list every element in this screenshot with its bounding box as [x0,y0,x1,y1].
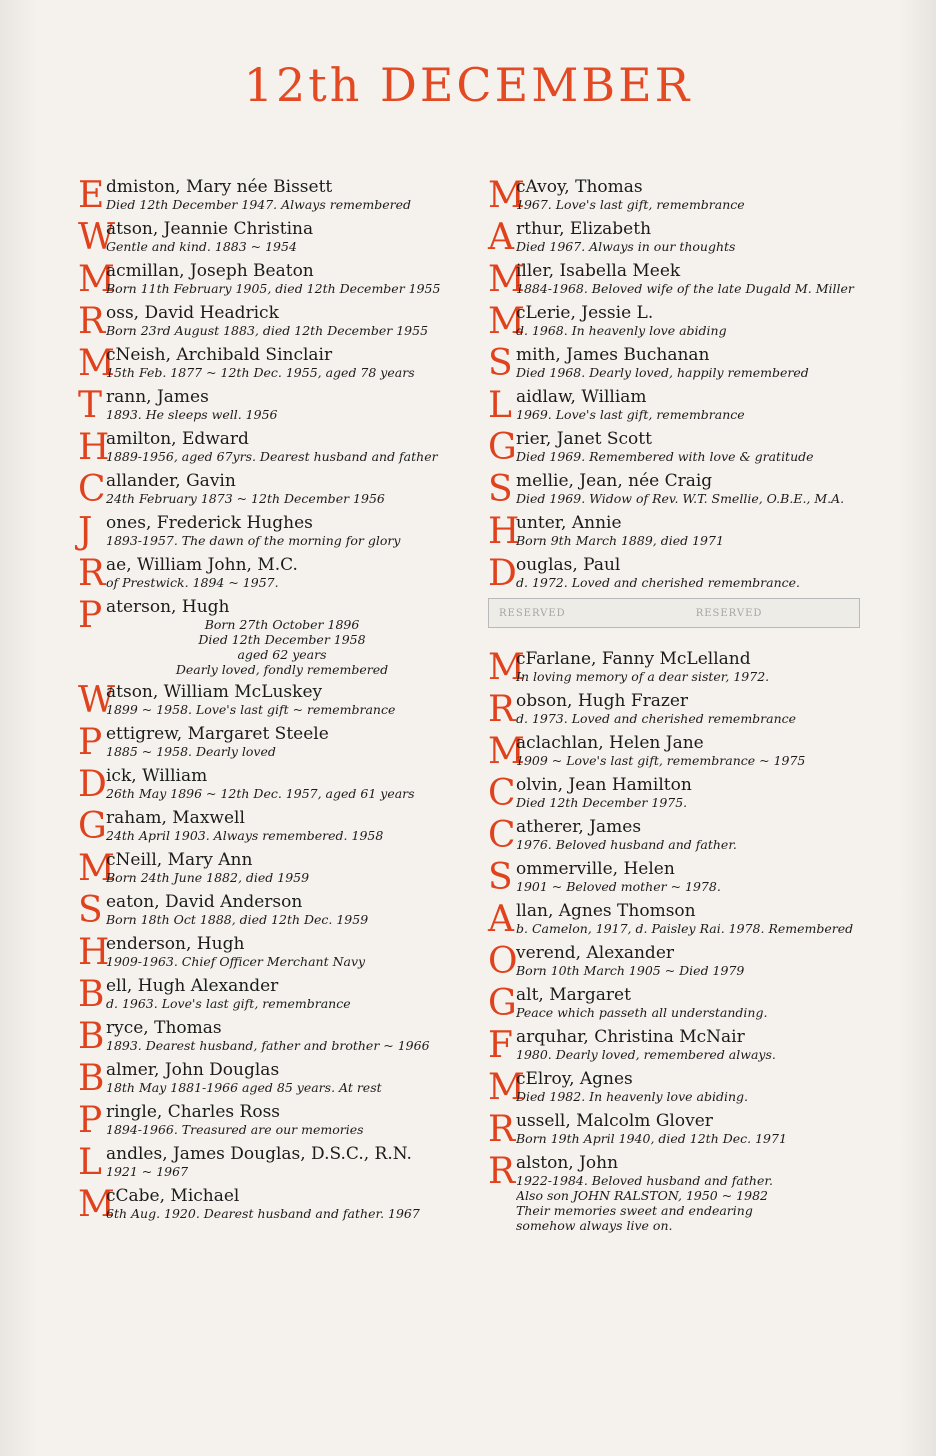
memorial-entry [488,1067,860,1108]
entry-body [106,725,458,759]
entry-name: cElroy, Agnes [516,1070,633,1089]
entry-line: 1921 ~ 1967 [106,1164,189,1179]
entry-body [516,650,860,684]
entry-initial: C [78,469,106,510]
entry-body [106,346,458,380]
entry-name: aterson, Hugh [106,598,230,617]
entry-name: alston, John [516,1154,619,1173]
memorial-entry [488,941,860,982]
entry-body [106,472,458,506]
entry-name: acmillan, Joseph Beaton [106,262,314,281]
entry-name: mith, James Buchanan [516,346,710,365]
entry-initial: W [78,680,116,721]
memorial-entry [78,385,458,426]
entry-body [106,556,458,590]
memorial-entry [78,1142,458,1183]
entry-name: almer, John Douglas [106,1061,280,1080]
entry-body [516,514,860,548]
entry-line: Died 12th December 1975. [516,795,688,810]
entry-line: 1893. Dearest husband, father and brother ~ 1966 [106,1038,430,1053]
entry-name: oss, David Headrick [106,304,279,323]
entry-initial: S [488,469,513,510]
memorial-entry [488,1025,860,1066]
memorial-entry [488,689,860,730]
entry-name: enderson, Hugh [106,935,245,954]
entry-initial: C [488,815,516,856]
entry-line: Born 24th June 1882, died 1959 [106,870,310,885]
entry-line: 1976. Beloved husband and father. [516,837,737,852]
entry-initial: M [488,259,525,300]
entry-initial: M [78,343,115,384]
entry-line: Died 1982. In heavenly love abiding. [516,1089,748,1104]
entry-line: Born 27th October 1896 [204,617,360,632]
memorial-entry [78,848,458,889]
memorial-entry [488,217,860,258]
entry-name: olvin, Jean Hamilton [516,776,692,795]
memorial-entry [78,343,458,384]
entry-body [516,1112,860,1146]
memorial-entry [78,175,458,216]
reserved-label: RESERVED [499,607,566,619]
right-column [488,175,860,1239]
entry-body [106,388,458,422]
entry-body [516,388,860,422]
entry-body [516,262,860,296]
entry-initial: G [488,427,517,468]
entry-line: Their memories sweet and endearing [516,1203,753,1218]
entry-line: Dearly loved, fondly remembered [175,662,389,677]
entry-initial: G [488,983,517,1024]
entry-initial: M [78,259,115,300]
memorial-entry [488,553,860,594]
memorial-entry [488,469,860,510]
entry-name: amilton, Edward [106,430,249,449]
entry-name: rthur, Elizabeth [516,220,652,239]
entry-name: cCabe, Michael [106,1187,240,1206]
entry-body [516,776,860,810]
entry-name: raham, Maxwell [106,809,245,828]
entry-line: 15th Feb. 1877 ~ 12th Dec. 1955, aged 78 years [106,365,415,380]
entry-name: atson, Jeannie Christina [106,220,314,239]
entry-name: cNeill, Mary Ann [106,851,253,870]
entry-body [106,1187,458,1221]
memorial-entry [488,385,860,426]
entry-name: cFarlane, Fanny McLelland [516,650,751,669]
entry-name: ommerville, Helen [516,860,675,879]
entry-name: ones, Frederick Hughes [106,514,313,533]
entry-body [516,902,860,936]
entry-initial: F [488,1025,513,1066]
entry-line: Born 9th March 1889, died 1971 [516,533,724,548]
entry-name: iller, Isabella Meek [516,262,681,281]
entry-body [516,220,860,254]
entry-line: d. 1963. Love's last gift, remembrance [106,996,351,1011]
entry-name: cNeish, Archibald Sinclair [106,346,333,365]
memorial-entry [78,427,458,468]
entry-name: rier, Janet Scott [516,430,652,449]
entry-initial: M [78,848,115,889]
entry-initial: T [78,385,103,426]
entry-initial: D [488,553,517,594]
entry-name: dmiston, Mary née Bissett [106,178,333,197]
memorial-entry [488,175,860,216]
entry-body [106,809,458,843]
entry-line: 18th May 1881-1966 aged 85 years. At rest [106,1080,382,1095]
entry-line: 1889-1956, aged 67yrs. Dearest husband and father [106,449,438,464]
memorial-entry [78,974,458,1015]
entry-initial: C [488,773,516,814]
entry-line: Died 1967. Always in our thoughts [516,239,736,254]
entry-body [106,304,458,338]
entry-name: alt, Margaret [516,986,631,1005]
memorial-entry [78,553,458,594]
entry-initial: R [488,689,516,730]
entry-body [516,556,860,590]
entry-body [106,1061,458,1095]
entry-initial: W [78,217,116,258]
entry-line: Died 1969. Remembered with love & gratitude [516,449,814,464]
entry-name: andles, James Douglas, D.S.C., R.N. [106,1145,412,1164]
entry-body [106,1019,458,1053]
memorial-entry [78,806,458,847]
memorial-entry [78,680,458,721]
entry-initial: M [488,1067,525,1108]
entry-name: verend, Alexander [516,944,675,963]
entry-body [516,734,860,768]
entry-line: Born 23rd August 1883, died 12th December 1955 [106,323,429,338]
entry-name: aclachlan, Helen Jane [516,734,704,753]
entry-line: In loving memory of a dear sister, 1972. [516,669,770,684]
entry-initial: O [488,941,518,982]
entry-name: aidlaw, William [516,388,647,407]
entry-initial: E [78,175,105,216]
entry-line: 26th May 1896 ~ 12th Dec. 1957, aged 61 years [106,786,415,801]
memorial-entry [488,983,860,1024]
entry-body [106,851,458,885]
entry-line: Born 10th March 1905 ~ Died 1979 [516,963,745,978]
entry-body [516,1028,860,1062]
entry-body [516,304,860,338]
entry-body [516,986,860,1020]
entry-initial: R [78,301,106,342]
memorial-entry [488,343,860,384]
entry-initial: A [488,899,514,940]
page-title: 12th DECEMBER [243,58,693,112]
entry-name: ick, William [106,767,208,786]
reserved-box [488,598,860,628]
entry-name: atson, William McLuskey [106,683,323,702]
entry-line: 1909 ~ Love's last gift, remembrance ~ 1975 [516,753,806,768]
memorial-entry [488,731,860,772]
reserved-label: RESERVED [695,607,763,619]
memorial-entry [488,259,860,300]
entry-line: 1967. Love's last gift, remembrance [516,197,745,212]
entry-line: 1885 ~ 1958. Dearly loved [106,744,276,759]
entry-initial: L [488,385,512,426]
entry-name: ell, Hugh Alexander [106,977,279,996]
memorial-entry [78,595,458,677]
memorial-entry [78,511,458,552]
entry-line: Died 12th December 1958 [198,632,366,647]
entry-initial: M [78,1184,115,1225]
entry-name: unter, Annie [516,514,622,533]
entry-line: Died 12th December 1947. Always remembered [106,197,411,212]
entry-name: ae, William John, M.C. [106,556,298,575]
memorial-entry [488,1109,860,1150]
memorial-entry [78,1016,458,1057]
entry-line: 1884-1968. Beloved wife of the late Dugald M. Miller [516,281,854,296]
entry-line: Died 1969. Widow of Rev. W.T. Smellie, O.B.E., M.A. [516,491,845,506]
entry-body [106,767,458,801]
memorial-entry [488,773,860,814]
entry-name: obson, Hugh Frazer [516,692,689,711]
entry-name: cAvoy, Thomas [516,178,643,197]
entry-line: of Prestwick. 1894 ~ 1957. [106,575,279,590]
entry-initial: B [78,974,105,1015]
entry-body [516,692,860,726]
entry-initial: H [78,932,110,973]
entry-line: Died 1968. Dearly loved, happily remembered [516,365,809,380]
entry-initial: J [78,511,93,552]
entry-line: aged 62 years [237,647,327,662]
entry-name: ettigrew, Margaret Steele [106,725,329,744]
entry-name: atherer, James [516,818,642,837]
entry-line: 1909-1963. Chief Officer Merchant Navy [106,954,366,969]
entry-body [106,262,458,296]
entry-initial: M [488,731,525,772]
entry-line: 6th Aug. 1920. Dearest husband and father. 1967 [106,1206,420,1221]
entry-body [106,893,458,927]
entry-line: 1894-1966. Treasured are our memories [106,1122,364,1137]
entry-name: llan, Agnes Thomson [516,902,696,921]
entry-body [516,1070,860,1104]
entry-initial: M [488,175,525,216]
entry-body [516,472,860,506]
memorial-entry [78,722,458,763]
entry-line: Born 19th April 1940, died 12th Dec. 1971 [516,1131,787,1146]
entry-line: 1901 ~ Beloved mother ~ 1978. [516,879,721,894]
entry-name: ussell, Malcolm Glover [516,1112,713,1131]
entry-initial: R [78,553,106,594]
memorial-entry [488,511,860,552]
entry-name: mellie, Jean, née Craig [516,472,713,491]
entry-body [106,1103,458,1137]
entry-line: 1980. Dearly loved, remembered always. [516,1047,776,1062]
memorial-entry [78,764,458,805]
entry-body [106,935,458,969]
left-column [78,175,458,1229]
entry-initial: G [78,806,107,847]
entry-body [106,178,458,212]
memorial-entry [78,217,458,258]
entry-line: 1893-1957. The dawn of the morning for glory [106,533,401,548]
entry-initial: S [488,343,513,384]
entry-body [106,1145,458,1179]
entry-line: Gentle and kind. 1883 ~ 1954 [106,239,297,254]
entry-body [516,346,860,380]
entry-name: cLerie, Jessie L. [516,304,654,323]
memorial-entry [78,1100,458,1141]
entry-initial: B [78,1058,105,1099]
entry-name: allander, Gavin [106,472,236,491]
memorial-entry [488,647,860,688]
entry-body [516,944,860,978]
memorial-entry [488,815,860,856]
entry-body [106,598,458,677]
entry-line: 1922-1984. Beloved husband and father. [516,1173,773,1188]
entry-body [106,514,458,548]
memorial-entry [78,890,458,931]
entry-initial: M [488,647,525,688]
entry-name: eaton, David Anderson [106,893,303,912]
entry-name: ouglas, Paul [516,556,621,575]
memorial-entry [78,259,458,300]
entry-line: 1969. Love's last gift, remembrance [516,407,745,422]
entry-line: d. 1973. Loved and cherished remembrance [516,711,797,726]
memorial-entry [488,301,860,342]
memorial-entry [78,469,458,510]
memorial-entry [488,427,860,468]
entry-line: somehow always live on. [516,1218,673,1233]
entry-initial: A [488,217,514,258]
entry-initial: P [78,722,103,763]
entry-initial: M [488,301,525,342]
entry-initial: P [78,1100,103,1141]
entry-body [516,818,860,852]
entry-body [106,220,458,254]
memorial-entry [78,1058,458,1099]
memorial-entry [488,1151,860,1233]
memorial-entry [78,932,458,973]
entry-body [106,683,458,717]
entry-body [516,1154,860,1233]
entry-line: Peace which passeth all understanding. [516,1005,768,1020]
entry-initial: S [488,857,513,898]
entry-line: Born 18th Oct 1888, died 12th Dec. 1959 [106,912,369,927]
entry-body [516,860,860,894]
entry-initial: H [78,427,110,468]
entry-line: 24th April 1903. Always remembered. 1958 [106,828,384,843]
entry-line: b. Camelon, 1917, d. Paisley Rai. 1978. Remembered [516,921,854,936]
entry-line: Also son JOHN RALSTON, 1950 ~ 1982 [516,1188,768,1203]
entry-initial: B [78,1016,105,1057]
entry-initial: H [488,511,520,552]
entry-initial: R [488,1151,516,1192]
memorial-entry [78,301,458,342]
entry-line: d. 1968. In heavenly love abiding [516,323,727,338]
entry-body [106,977,458,1011]
entry-body [516,430,860,464]
entry-name: rann, James [106,388,209,407]
entry-name: arquhar, Christina McNair [516,1028,745,1047]
entry-initial: D [78,764,107,805]
entry-initial: R [488,1109,516,1150]
memorial-entry [488,899,860,940]
entry-body [516,178,860,212]
entry-body [106,430,458,464]
entry-initial: S [78,890,103,931]
entry-line: 1893. He sleeps well. 1956 [106,407,278,422]
memorial-entry [488,857,860,898]
entry-line: 24th February 1873 ~ 12th December 1956 [106,491,385,506]
entry-name: ryce, Thomas [106,1019,222,1038]
entry-line: Born 11th February 1905, died 12th December 1955 [106,281,441,296]
entry-initial: P [78,595,103,636]
entry-name: ringle, Charles Ross [106,1103,281,1122]
memorial-entry [78,1184,458,1225]
entry-initial: L [78,1142,102,1183]
entry-line: 1899 ~ 1958. Love's last gift ~ remembrance [106,702,396,717]
entry-line: d. 1972. Loved and cherished remembrance. [516,575,801,590]
